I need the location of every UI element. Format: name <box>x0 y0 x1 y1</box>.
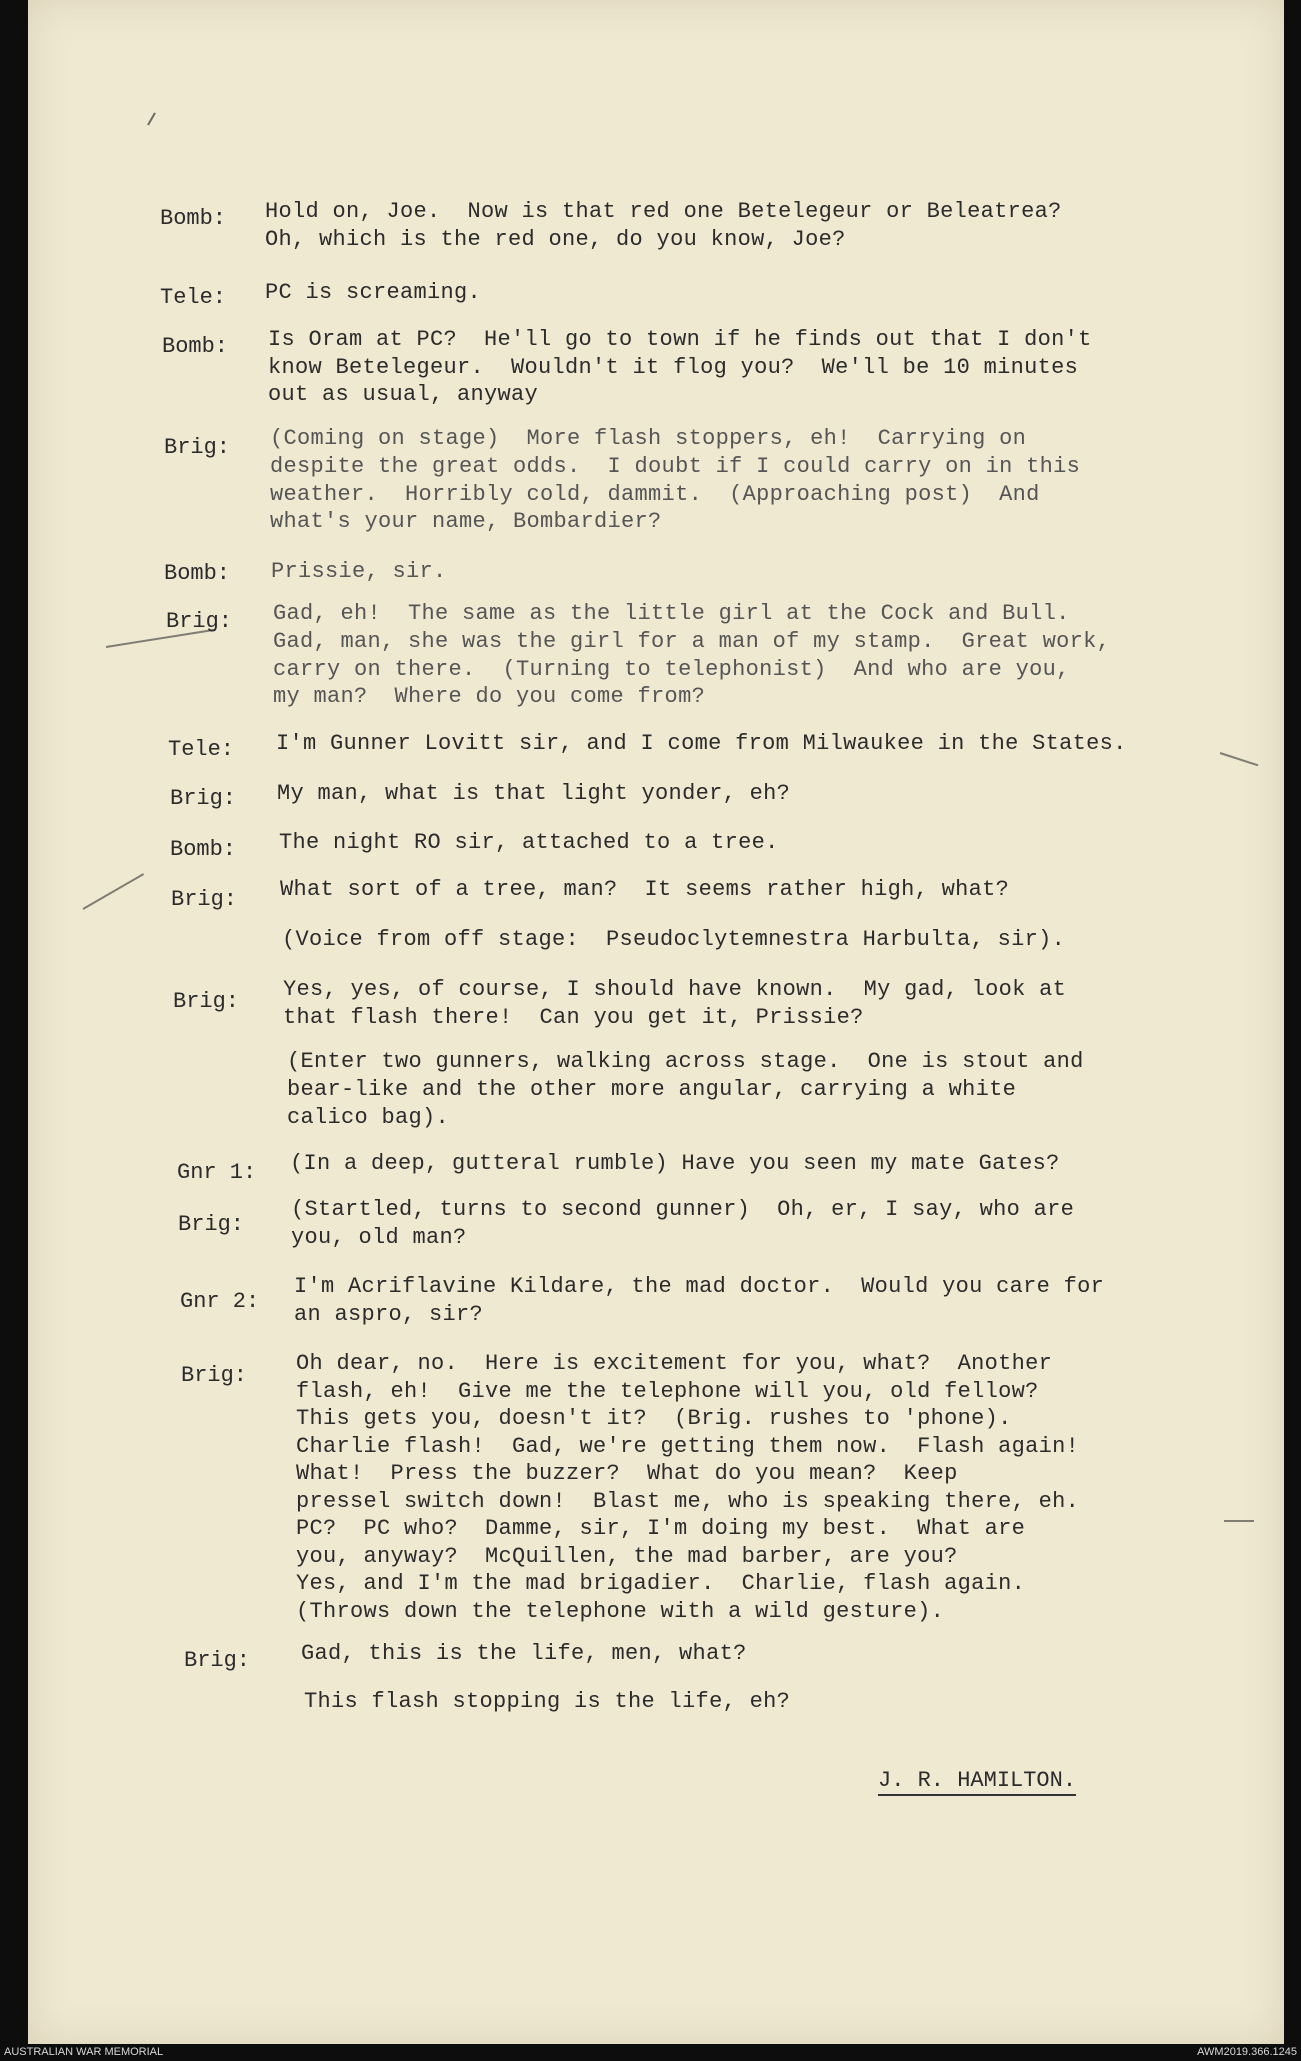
dialogue-line: PC? PC who? Damme, sir, I'm doing my best. What are <box>296 1516 1026 1541</box>
speaker-label: Brig: <box>166 609 233 634</box>
dialogue-line: (Coming on stage) More flash stoppers, eh! Carrying on <box>270 426 1027 451</box>
dialogue-line: despite the great odds. I doubt if I could carry on in this <box>270 454 1081 479</box>
dialogue-line: you, old man? <box>291 1225 467 1250</box>
speaker-label: Brig: <box>171 887 238 912</box>
dialogue-line: The night RO sir, attached to a tree. <box>279 830 779 855</box>
dialogue-line: Hold on, Joe. Now is that red one Betelegeur or Beleatrea? <box>265 199 1062 224</box>
dialogue-line: (Startled, turns to second gunner) Oh, er, I say, who are <box>291 1197 1075 1222</box>
speaker-label: Brig: <box>164 435 231 460</box>
dialogue-line: what's your name, Bombardier? <box>270 509 662 534</box>
speaker-label: Brig: <box>178 1212 245 1237</box>
pencil-mark <box>147 112 156 125</box>
pencil-mark <box>1224 1520 1254 1522</box>
stage-direction: bear-like and the other more angular, carrying a white <box>287 1077 1017 1102</box>
speaker-label: Brig: <box>170 786 237 811</box>
footer-institution: AUSTRALIAN WAR MEMORIAL <box>4 2046 164 2058</box>
dialogue-line: Gad, man, she was the girl for a man of my stamp. Great work, <box>273 629 1111 654</box>
speaker-label: Bomb: <box>162 334 229 359</box>
dialogue-line: out as usual, anyway <box>268 382 539 407</box>
dialogue-line: know Betelegeur. Wouldn't it flog you? We'll be 10 minutes <box>268 355 1079 380</box>
dialogue-line: Gad, eh! The same as the little girl at the Cock and Bull. <box>273 601 1070 626</box>
speaker-label: Brig: <box>181 1363 248 1388</box>
dialogue-line: Yes, and I'm the mad brigadier. Charlie, flash again. <box>296 1571 1026 1596</box>
dialogue-line: PC is screaming. <box>265 280 482 305</box>
dialogue-line: My man, what is that light yonder, eh? <box>277 781 791 806</box>
speaker-label: Brig: <box>184 1648 251 1673</box>
dialogue-line: What sort of a tree, man? It seems rather high, what? <box>280 877 1010 902</box>
dialogue-line: carry on there. (Turning to telephonist) And who are you, <box>273 657 1070 682</box>
dialogue-line: (In a deep, gutteral rumble) Have you seen my mate Gates? <box>290 1151 1060 1176</box>
dialogue-line: Gad, this is the life, men, what? <box>301 1641 747 1666</box>
dialogue-line: This flash stopping is the life, eh? <box>304 1689 791 1714</box>
dialogue-line: Prissie, sir. <box>271 559 447 584</box>
dialogue-line: Is Oram at PC? He'll go to town if he finds out that I don't <box>268 327 1092 352</box>
dialogue-line: Charlie flash! Gad, we're getting them now. Flash again! <box>296 1434 1080 1459</box>
dialogue-line: my man? Where do you come from? <box>273 684 706 709</box>
dialogue-line: Oh, which is the red one, do you know, Joe? <box>265 227 846 252</box>
speaker-label: Bomb: <box>164 561 231 586</box>
dialogue-line: I'm Gunner Lovitt sir, and I come from Milwaukee in the States. <box>276 731 1127 756</box>
speaker-label: Tele: <box>160 285 227 310</box>
dialogue-line: What! Press the buzzer? What do you mean? Keep <box>296 1461 958 1486</box>
dialogue-line: weather. Horribly cold, dammit. (Approaching post) And <box>270 482 1040 507</box>
stage-direction: (Enter two gunners, walking across stage. One is stout and <box>287 1049 1084 1074</box>
dialogue-line: that flash there! Can you get it, Prissie? <box>283 1005 864 1030</box>
footer-bar <box>0 2044 1301 2061</box>
footer-accession-id: AWM2019.366.1245 <box>1197 2046 1297 2058</box>
dialogue-line: pressel switch down! Blast me, who is speaking there, eh. <box>296 1489 1080 1514</box>
pencil-mark <box>1220 752 1259 766</box>
speaker-label: Bomb: <box>170 837 237 862</box>
dialogue-line: you, anyway? McQuillen, the mad barber, are you? <box>296 1544 958 1569</box>
dialogue-line: I'm Acriflavine Kildare, the mad doctor. Would you care for <box>294 1274 1105 1299</box>
dialogue-line: This gets you, doesn't it? (Brig. rushes to 'phone). <box>296 1406 1012 1431</box>
speaker-label: Gnr 1: <box>177 1160 257 1185</box>
speaker-label: Tele: <box>168 737 235 762</box>
stage-direction: calico bag). <box>287 1105 450 1130</box>
dialogue-line: (Throws down the telephone with a wild gesture). <box>296 1599 945 1624</box>
dialogue-line: flash, eh! Give me the telephone will you, old fellow? <box>296 1379 1039 1404</box>
speaker-label: Brig: <box>173 989 240 1014</box>
signature: J. R. HAMILTON. <box>878 1768 1076 1796</box>
dialogue-line: Oh dear, no. Here is excitement for you, what? Another <box>296 1351 1053 1376</box>
speaker-label: Bomb: <box>160 206 227 231</box>
dialogue-line: an aspro, sir? <box>294 1302 484 1327</box>
stage-direction: (Voice from off stage: Pseudoclytemnestra Harbulta, sir). <box>282 927 1066 952</box>
speaker-label: Gnr 2: <box>180 1289 260 1314</box>
document-page <box>28 0 1284 2044</box>
dialogue-line: Yes, yes, of course, I should have known. My gad, look at <box>283 977 1067 1002</box>
pencil-mark <box>83 873 145 910</box>
